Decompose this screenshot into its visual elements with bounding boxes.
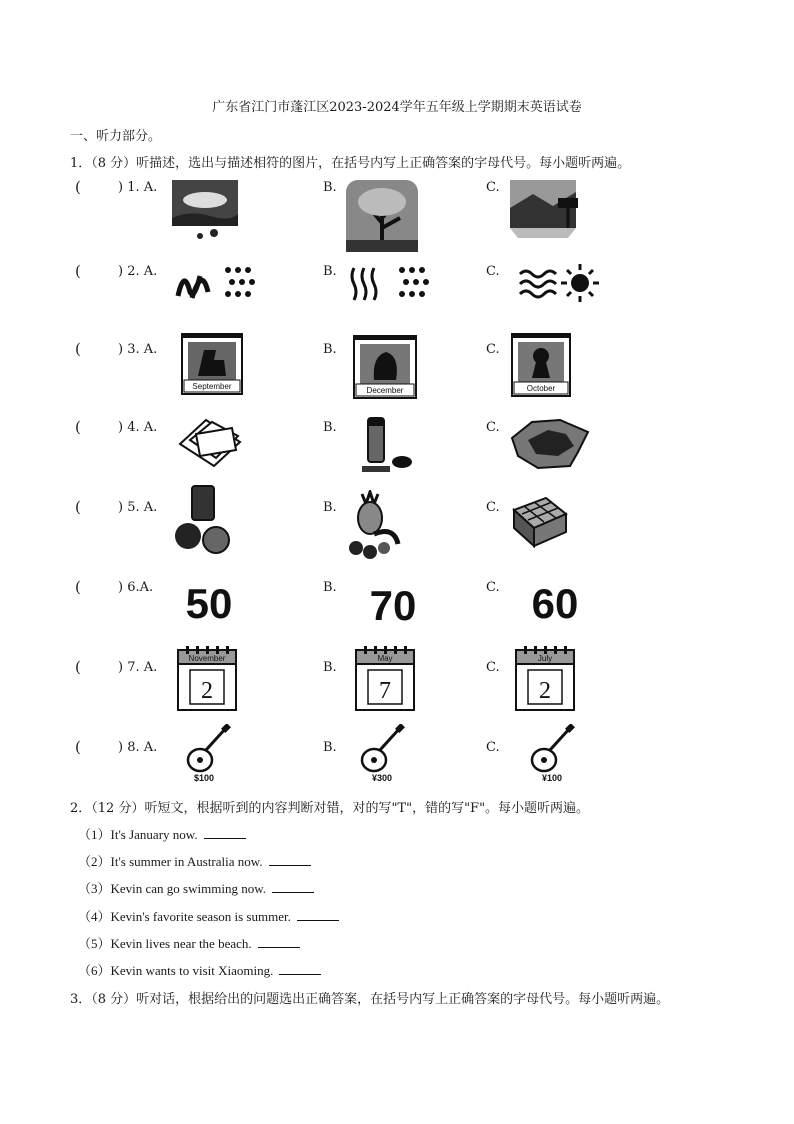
question-1-instruction: 1．（8 分）听描述，选出与描述相符的图片，在括号内写上正确答案的字母代号。每小题听两遍。	[70, 156, 631, 171]
calendar-month-label: October	[526, 384, 556, 393]
answer-paren[interactable]: (	[75, 262, 81, 280]
answer-paren[interactable]: (	[75, 498, 81, 516]
number-label: 50	[185, 580, 233, 627]
question-3-instruction: 3．（8 分）听对话，根据给出的问题选出正确答案，在括号内写上正确答案的字母代号。每小题听两遍。	[70, 992, 670, 1007]
answer-paren[interactable]: (	[75, 340, 81, 358]
answer-paren[interactable]: (	[75, 178, 81, 196]
heat-rain-icon	[348, 262, 434, 304]
q1-row-8-number: ) 8. A.	[118, 740, 158, 755]
calendar-month-label: November	[188, 654, 226, 663]
option-c-label: C.	[486, 420, 500, 435]
winter-scene-picture	[508, 178, 588, 250]
number-50-picture	[172, 574, 246, 628]
calendar-day-label: 2	[539, 678, 551, 704]
page-title: 广东省江门市蓬江区2023-2024学年五年级上学期期末英语试卷	[212, 100, 582, 115]
heat-sun-icon	[516, 262, 602, 304]
option-b-label: B.	[323, 660, 337, 675]
option-c-label: C.	[486, 342, 500, 357]
guitar-picture	[526, 724, 580, 784]
answer-paren[interactable]: (	[75, 658, 81, 676]
q1-row-5-number: ) 5. A.	[118, 500, 158, 515]
option-c-label: C.	[486, 264, 500, 279]
guitar-picture	[182, 724, 236, 784]
november-2-calendar-picture	[176, 644, 238, 712]
q2-statement-3: （3）Kevin can go swimming now.	[78, 878, 314, 897]
spring-scene-picture	[170, 178, 240, 244]
q1-row-1-number: ) 1. A.	[118, 180, 158, 195]
answer-paren[interactable]: (	[75, 738, 81, 756]
q1-row-3-number: ) 3. A.	[118, 342, 158, 357]
q1-row-6-number: ) 6.A.	[118, 580, 154, 595]
option-b-label: B.	[323, 580, 337, 595]
number-70-picture	[356, 576, 430, 630]
option-c-label: C.	[486, 500, 500, 515]
calendar-month-label: May	[377, 654, 393, 663]
q1-row-4	[0, 414, 794, 478]
juice-orange-picture	[172, 484, 236, 556]
answer-paren[interactable]: (	[75, 578, 81, 596]
option-c-label: C.	[486, 580, 500, 595]
option-b-label: B.	[323, 500, 337, 515]
october-calendar-picture	[510, 330, 572, 398]
option-b-label: B.	[323, 740, 337, 755]
calendar-day-label: 2	[201, 678, 213, 704]
q1-row-5	[0, 484, 794, 560]
number-label: 70	[369, 582, 417, 629]
calendar-month-label: December	[366, 386, 404, 395]
option-b-label: B.	[323, 420, 337, 435]
q1-row-4-number: ) 4. A.	[118, 420, 158, 435]
autumn-tree-picture	[344, 178, 420, 258]
answer-blank[interactable]	[272, 880, 314, 893]
glue-stick-picture	[360, 414, 420, 476]
number-60-picture	[518, 574, 592, 628]
number-label: 60	[531, 580, 579, 627]
option-b-label: B.	[323, 264, 337, 279]
price-label: ¥100	[541, 773, 563, 783]
answer-paren[interactable]: (	[75, 418, 81, 436]
option-c-label: C.	[486, 740, 500, 755]
q1-row-1	[0, 178, 794, 248]
price-label: ¥300	[371, 773, 393, 783]
option-c-label: C.	[486, 180, 500, 195]
answer-blank[interactable]	[204, 826, 246, 839]
section-heading-listening: 一、听力部分。	[70, 129, 162, 144]
postcards-picture	[176, 414, 246, 470]
fruit-pile-picture	[344, 490, 402, 560]
option-b-label: B.	[323, 342, 337, 357]
q2-statement-5: （5）Kevin lives near the beach.	[78, 933, 300, 952]
december-calendar-picture	[352, 332, 418, 400]
q1-row-8	[0, 724, 794, 788]
wind-rain-icon	[174, 262, 260, 304]
answer-blank[interactable]	[297, 908, 339, 921]
option-c-label: C.	[486, 660, 500, 675]
q2-statement-2: （2）It's summer in Australia now.	[78, 851, 311, 870]
china-map-picture	[508, 416, 592, 472]
answer-blank[interactable]	[279, 962, 321, 975]
q1-row-2	[0, 262, 794, 312]
q2-statement-6: （6）Kevin wants to visit Xiaoming.	[78, 960, 321, 979]
calendar-day-label: 7	[379, 678, 391, 704]
may-7-calendar-picture	[354, 644, 416, 712]
july-2-calendar-picture	[514, 644, 576, 712]
question-2-instruction: 2．（12 分）听短文，根据听到的内容判断对错，对的写"T"，错的写"F"。每小题听两遍。	[70, 801, 590, 816]
answer-blank[interactable]	[258, 935, 300, 948]
q2-statement-1: （1）It's January now.	[78, 824, 246, 843]
q1-row-6	[0, 572, 794, 632]
chocolate-bar-picture	[510, 494, 570, 548]
q1-row-2-number: ) 2. A.	[118, 264, 158, 279]
september-calendar-picture	[180, 330, 244, 396]
q2-statement-4: （4）Kevin's favorite season is summer.	[78, 906, 339, 925]
q1-row-7-number: ) 7. A.	[118, 660, 158, 675]
q1-row-7	[0, 644, 794, 716]
guitar-picture	[356, 724, 410, 784]
calendar-month-label: September	[192, 382, 232, 391]
option-b-label: B.	[323, 180, 337, 195]
answer-blank[interactable]	[269, 853, 311, 866]
calendar-month-label: July	[537, 654, 553, 663]
q1-row-3	[0, 330, 794, 402]
price-label: $100	[193, 773, 215, 783]
